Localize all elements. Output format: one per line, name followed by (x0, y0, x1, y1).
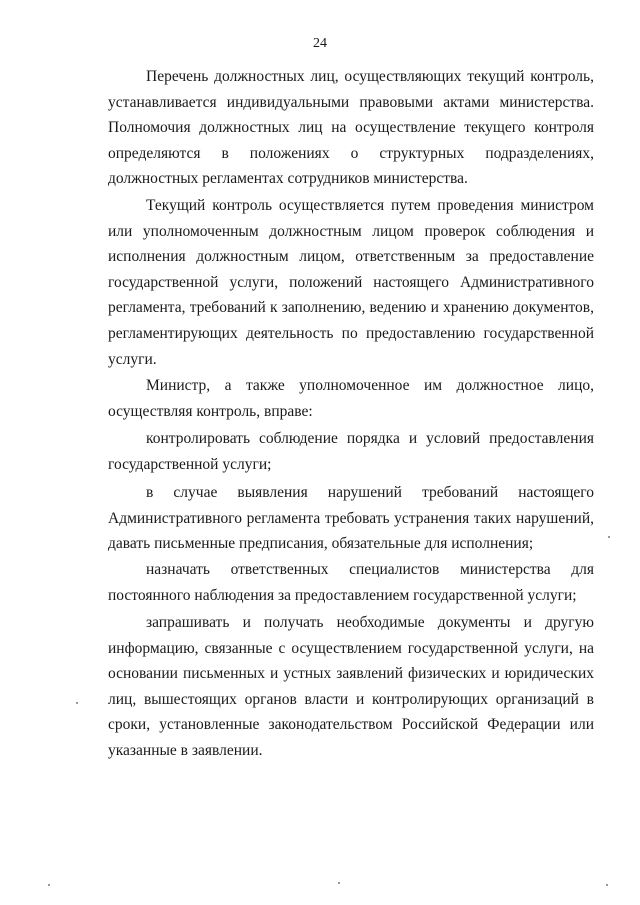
page-number: 24 (313, 36, 327, 51)
scan-speck (338, 882, 340, 884)
list-item-control-procedure: контролировать соблюдение порядка и условий предоставления государственной услуги; (108, 430, 594, 473)
list-item-violations: в случае выявления нарушений требований настоящего Административного регламента требовать устранения таких нарушений, давать письменные предписания, обязательные для исполнения; (108, 484, 594, 553)
scan-speck (606, 884, 608, 886)
list-item-appoint-specialists: назначать ответственных специалистов министерства для постоянного наблюдения за предоставлением государственной услуги; (108, 561, 594, 604)
paragraph-responsible-officials: Перечень должностных лиц, осуществляющих текущий контроль, устанавливается индивидуальными правовыми актами министерства. Полномочия должностных лиц на осуществление текущего контроля определяются в положениях о структурных подразделениях, должностных регламентах сотрудников министерства. (108, 68, 594, 188)
paragraph-current-control: Текущий контроль осуществляется путем проведения министром или уполномоченным должностным лицом проверок соблюдения и исполнения должностным лицом, ответственным за предоставление государственной услуги, положений настоящего Административного регламента, требований к заполнению, ведению и хранению документов, регламентирующих деятельность по предоставлению государственной услуги. (108, 197, 594, 368)
paragraph-minister-rights: Министр, а также уполномоченное им должностное лицо, осуществляя контроль, вправе: (108, 377, 594, 420)
scan-speck (608, 536, 610, 538)
scan-speck (76, 702, 78, 704)
scan-speck (48, 884, 50, 886)
list-item-request-documents: запрашивать и получать необходимые документы и другую информацию, связанные с осуществлением государственной услуги, на основании письменных и устных заявлений физических и юридических лиц, вышестоящих органов власти и контролирующих организаций в сроки, установленные законодательством Российской Федерации или указанные в заявлении. (108, 614, 594, 759)
